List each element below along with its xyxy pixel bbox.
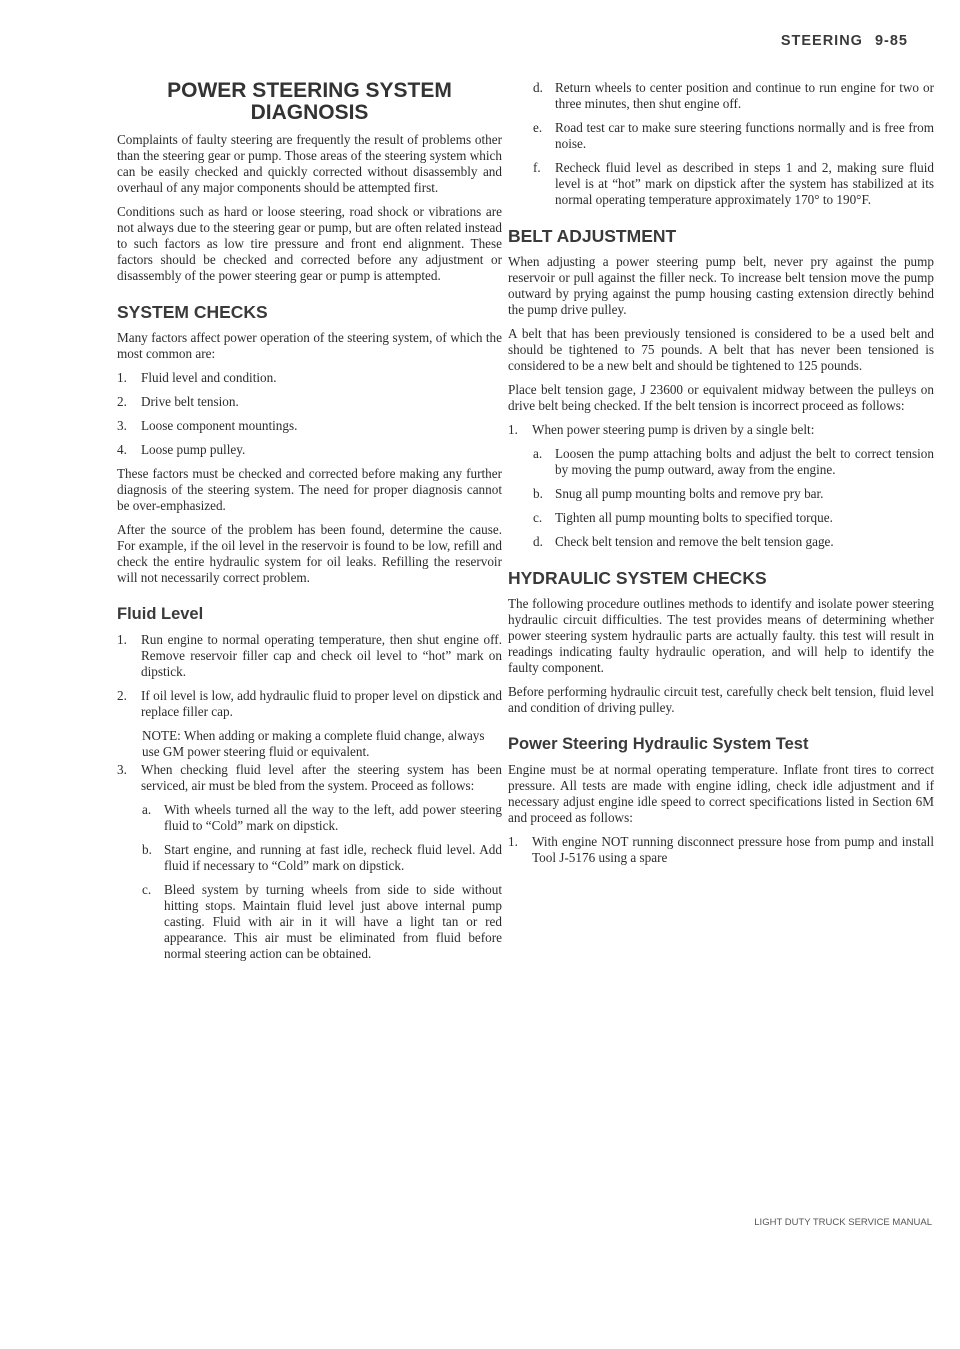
- list-item: 2. Drive belt tension.: [117, 394, 239, 409]
- right-column: [508, 80, 934, 874]
- belt-paragraph: Place belt tension gage, J 23600 or equivalent midway between the pulleys on drive belt being checked. If the belt tension is incorrect proceed as follows:: [508, 382, 934, 413]
- page-number: 9-85: [874, 33, 908, 49]
- page-header: [781, 33, 908, 49]
- list-item: 3. When checking fluid level after the steering system has been serviced, air must be bled from the system. Proceed as follows:: [117, 762, 502, 793]
- list-item: 4. Loose pump pulley.: [117, 442, 246, 457]
- list-item: 3. Loose component mountings.: [117, 418, 298, 433]
- left-column: [117, 80, 502, 970]
- list-item: e. Road test car to make sure steering functions normally and is free from noise.: [533, 120, 934, 151]
- list-item: 1. Fluid level and condition.: [117, 370, 277, 385]
- belt-adjustment-heading: BELT ADJUSTMENT: [508, 226, 677, 246]
- list-item: 1. Run engine to normal operating temperature, then shut engine off. Remove reservoir filler cap and check oil level to “hot” mark on dipstick.: [117, 632, 502, 679]
- list-item: 1. With engine NOT running disconnect pressure hose from pump and install Tool J-5176 using a spare: [508, 834, 934, 865]
- hydraulic-paragraph: The following procedure outlines methods to identify and isolate power steering hydraulic circuit difficulties. The test provides means of determining whether power steering system hydraulic parts are actually faulty. this test will result in readings indicating faulty hydraulic operation, and will help to identify the faulty component.: [508, 596, 934, 675]
- checks-paragraph: After the source of the problem has been found, determine the cause. For example, if the oil level in the reservoir is found to be low, refill and check the entire hydraulic system for oil leaks. Refilling the reservoir will not necessarily correct problem.: [117, 522, 502, 585]
- list-item: a. With wheels turned all the way to the left, add power steering fluid to “Cold” mark on dipstick.: [142, 802, 502, 833]
- intro-paragraph: Complaints of faulty steering are frequently the result of problems other than the steering gear or pump. Those areas of the steering system which can be easily checked and quickly corrected without disassembly and overhaul of any major components should be attempted first.: [117, 132, 502, 195]
- hydraulic-checks-heading: HYDRAULIC SYSTEM CHECKS: [508, 568, 767, 588]
- fluid-level-heading: Fluid Level: [117, 605, 204, 623]
- list-item: b. Snug all pump mounting bolts and remove pry bar.: [533, 486, 824, 501]
- hydraulic-paragraph: Before performing hydraulic circuit test, carefully check belt tension, fluid level and condition of driving pulley.: [508, 684, 934, 715]
- belt-paragraph: A belt that has been previously tensioned is considered to be a used belt and should be tightened to 75 pounds. A belt that has never been tensioned is considered to be a new belt and should be tightened to 125 pounds.: [508, 326, 934, 373]
- list-item: c. Tighten all pump mounting bolts to specified torque.: [533, 510, 833, 525]
- checks-intro: Many factors affect power operation of the steering system, of which the most common are:: [117, 330, 502, 361]
- section-title: STEERING: [780, 33, 863, 49]
- list-item: 1. When power steering pump is driven by a single belt:: [508, 422, 815, 437]
- footer-manual-title: LIGHT DUTY TRUCK SERVICE MANUAL: [754, 1217, 932, 1228]
- list-item: d. Check belt tension and remove the belt tension gage.: [533, 534, 834, 549]
- belt-paragraph: When adjusting a power steering pump belt, never pry against the pump reservoir or pull against the filler neck. To increase belt tension move the pump outward by prying against the pump housing casting extension directly behind the pump drive pulley.: [508, 254, 934, 317]
- list-item: b. Start engine, and running at fast idle, recheck fluid level. Add fluid if necessary to “Cold” mark on dipstick.: [142, 842, 502, 873]
- note: NOTE: When adding or making a complete fluid change, always use GM power steering fluid or equivalent.: [142, 728, 485, 759]
- list-item: d. Return wheels to center position and continue to run engine for two or three minutes, then shut engine off.: [533, 80, 934, 111]
- hydraulic-test-heading: Power Steering Hydraulic System Test: [508, 735, 809, 753]
- list-item: 2. If oil level is low, add hydraulic fluid to proper level on dipstick and replace filler cap.: [117, 688, 502, 719]
- list-item: c. Bleed system by turning wheels from side to side without hitting stops. Maintain fluid level just above internal pump casting. Fluid with air in it will have a light tan or red appearance. This air must be eliminated from fluid before normal steering action can be obtained.: [142, 882, 502, 961]
- system-checks-heading: SYSTEM CHECKS: [117, 302, 268, 322]
- page-title: POWER STEERING SYSTEM DIAGNOSIS: [167, 79, 452, 124]
- intro-paragraph: Conditions such as hard or loose steering, road shock or vibrations are not always due to the steering gear or pump, but are often related instead to such factors as low tire pressure and front end alignment. These factors should be checked and corrected before any adjustment or disassembly of the power steering gear or pump is attempted.: [117, 204, 502, 283]
- test-paragraph: Engine must be at normal operating temperature. Inflate front tires to correct pressure. All tests are made with engine idling, check idle adjustment and if necessary adjust engine idle speed to correct specifications listed in Section 6M and proceed as follows:: [508, 762, 934, 825]
- list-item: a. Loosen the pump attaching bolts and adjust the belt to correct tension by moving the pump outward, away from the engine.: [533, 446, 934, 477]
- checks-paragraph: These factors must be checked and corrected before making any further diagnosis of the steering system. The need for proper diagnosis cannot be over-emphasized.: [117, 466, 502, 513]
- list-item: f. Recheck fluid level as described in steps 1 and 2, making sure fluid level is at “hot” mark on dipstick after the system has stabilized at its normal operating temperature approximately 170° to 190°F.: [533, 160, 934, 207]
